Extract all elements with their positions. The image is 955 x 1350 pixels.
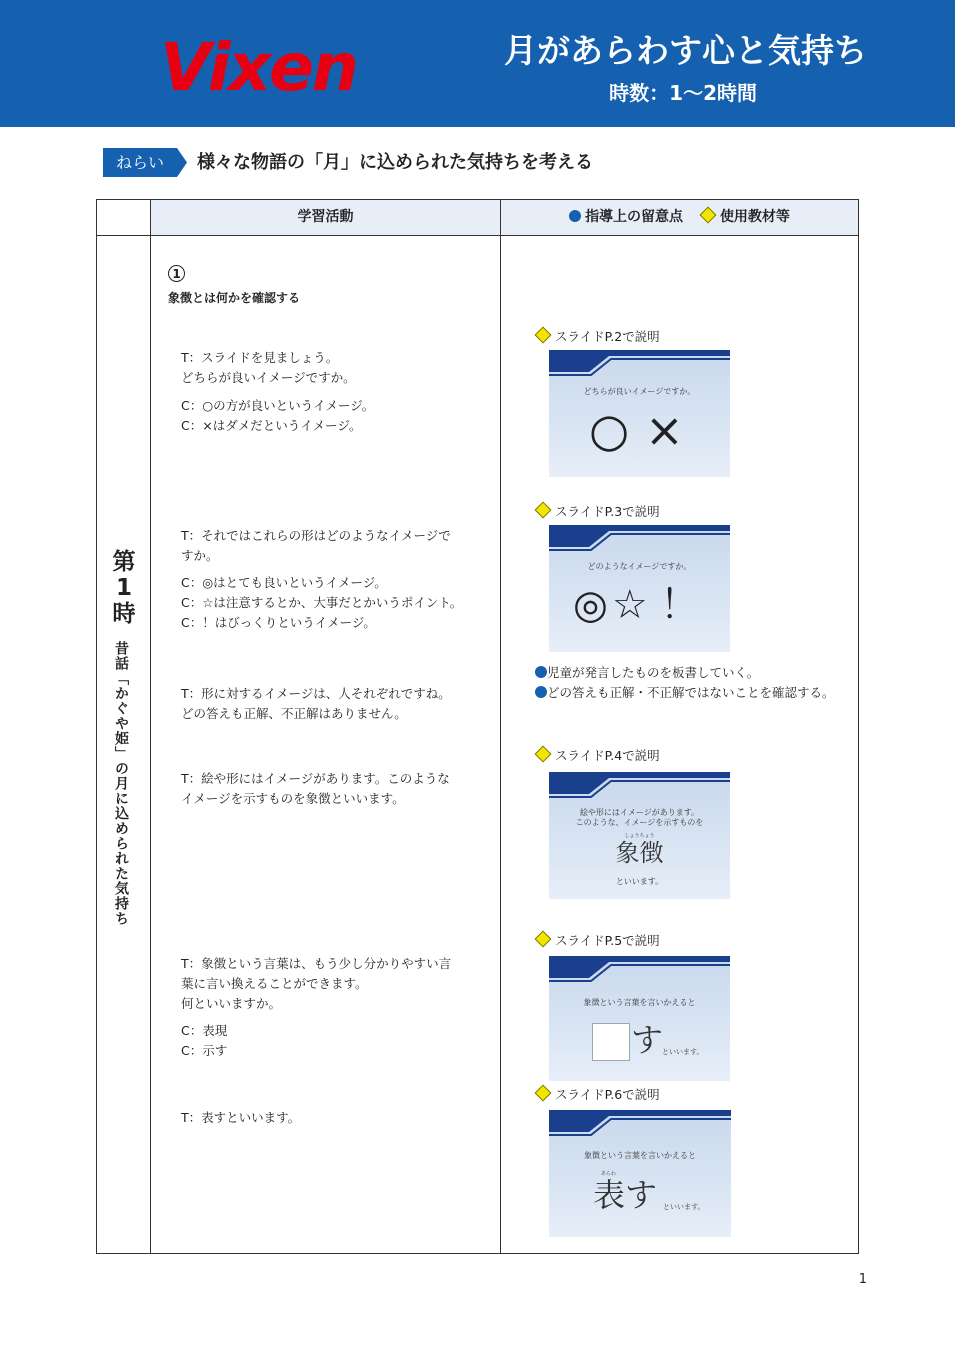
notes-materials-label: 使用教材等 (719, 209, 790, 225)
period-subtitle: 昔話「かぐや姫」の月に込められた気持ち (113, 641, 129, 926)
slide-line1: 絵や形にはイメージがあります。 (579, 808, 700, 817)
activity-1: T：スライドを見ましょう。 どちらが良いイメージですか。 (181, 350, 356, 385)
slide-label-p6: スライドP.6で説明 (535, 1086, 660, 1104)
period-label: 第 1 時 (112, 549, 136, 627)
column-header-notes (501, 200, 858, 235)
notes-points-label: 指導上の留意点 (585, 209, 684, 225)
slide-header-band (549, 772, 730, 802)
slide-p5 (549, 956, 730, 1081)
yellow-diamond-icon (535, 502, 552, 519)
slide-question: 象徴という言葉を言いかえると (584, 1151, 696, 1160)
slide-symbols (573, 577, 700, 633)
period-column (97, 236, 151, 1253)
blue-dot-icon (569, 210, 581, 222)
activity-3: T：それではこれらの形はどのようなイメージで すか。 (181, 528, 451, 563)
slide-ruby: あらわ (601, 1171, 617, 1177)
slide-question: どちらが良いイメージですか。 (583, 387, 696, 396)
activity-9: T：表すといいます。 (181, 1110, 301, 1125)
page-title: 月があらわす心と気持ち (504, 31, 867, 70)
aim-tag-label: ねらい (115, 153, 164, 172)
divider-activity (500, 200, 501, 1253)
slide-tail: といいます。 (663, 1203, 705, 1211)
slide-p2 (549, 350, 730, 477)
slide-line2: このような、イメージを示すものを (575, 818, 704, 827)
activity-7: T：象徴という言葉は、もう少し分かりやすい言 葉に言い換えることができます。 何といいますか。 (181, 956, 452, 1011)
step-title: 象徴とは何かを確認する (168, 291, 301, 305)
slide-label-p2: スライドP.2で説明 (535, 328, 660, 346)
activity-2: C：○の方が良いというイメージ。 C：×はダメだというイメージ。 (181, 398, 375, 433)
slide-question: どのようなイメージですか。 (587, 562, 692, 571)
slide-header-band (549, 1110, 731, 1140)
slide-big-word: 表す (593, 1176, 658, 1214)
aim-tag (103, 148, 187, 177)
exclamation-symbol: ！ (659, 582, 700, 628)
slide-tail: といいます。 (662, 1048, 704, 1056)
slide-tail: といいます。 (615, 877, 664, 886)
double-circle-symbol: ◎ (573, 582, 608, 628)
yellow-diamond-icon (535, 327, 552, 344)
slide-question: 象徴という言葉を言いかえると (583, 998, 696, 1007)
cross-symbol: × (645, 403, 684, 457)
star-symbol: ☆ (611, 582, 648, 628)
note-2: どの答えも正解・不正解ではないことを確認する。 (535, 683, 835, 703)
slide-big-word: 象徴 (615, 839, 664, 867)
column-header-activity: 学習活動 (297, 209, 354, 225)
activity-4: C：◎はとても良いというイメージ。 C：☆は注意するとか、大事だとかいうポイント。 C：！はびっくりというイメージ。 (181, 575, 463, 630)
yellow-diamond-icon (535, 931, 552, 948)
activity-6: T：絵や形にはイメージがあります。このような イメージを示すものを象徴といいます。 (181, 771, 450, 806)
slide-p4 (549, 772, 730, 899)
slide-label-p5: スライドP.5で説明 (535, 932, 660, 950)
yellow-diamond-icon (535, 1085, 552, 1102)
slide-label-p4: スライドP.4で説明 (535, 747, 660, 765)
slide-header-band (549, 350, 730, 380)
header-divider (97, 235, 858, 236)
header-banner (0, 0, 955, 127)
blue-dot-icon (535, 666, 547, 678)
circle-symbol: ○ (589, 403, 630, 457)
slide-p6 (549, 1110, 731, 1237)
vixen-logo: Vixen (160, 29, 357, 106)
blue-dot-icon (535, 686, 547, 698)
blank-box (592, 1023, 630, 1061)
page-number: 1 (858, 1272, 867, 1287)
lesson-hours: 時数：1〜2時間 (609, 81, 757, 105)
activity-5: T：形に対するイメージは、人それぞれですね。 どの答えも正解、不正解はありません。 (181, 686, 451, 721)
step-number: 1 (168, 265, 185, 282)
aim-text: 様々な物語の「月」に込められた気持ちを考える (197, 152, 593, 173)
slide-header-band (549, 525, 730, 555)
slide-ruby: しょうちょう (624, 833, 655, 839)
slide-p3 (549, 525, 730, 652)
activity-8: C：表現 C：示す (181, 1023, 228, 1058)
slide-header-band (549, 956, 730, 986)
note-1: 児童が発言したものを板書していく。 (535, 663, 759, 683)
yellow-diamond-icon (535, 746, 552, 763)
slide-symbols (589, 400, 684, 460)
slide-label-p3: スライドP.3で説明 (535, 503, 660, 521)
slide-big-word: す (631, 1021, 664, 1059)
yellow-diamond-icon (699, 207, 716, 224)
